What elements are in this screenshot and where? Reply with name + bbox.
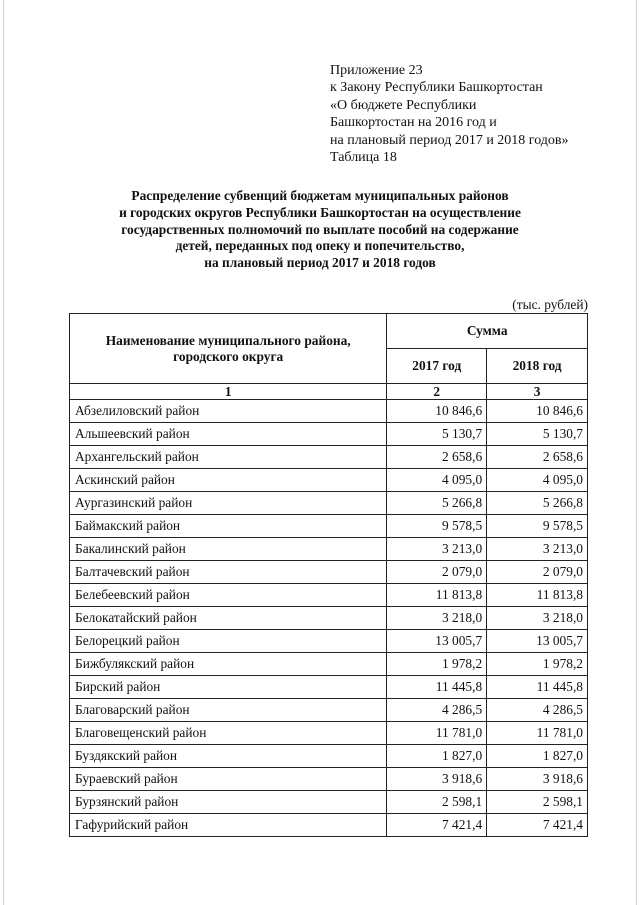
table-row xyxy=(70,469,588,492)
appendix-line: «О бюджете Республики xyxy=(330,97,477,113)
appendix-line: к Закону Республики Башкортостан xyxy=(330,80,543,96)
header-sum: Сумма xyxy=(387,314,588,349)
district-name: Бижбулякский район xyxy=(70,653,387,676)
value-2018: 11 781,0 xyxy=(487,722,588,745)
table-row xyxy=(70,791,588,814)
table-row xyxy=(70,676,588,699)
table-row xyxy=(70,768,588,791)
district-name: Бураевский район xyxy=(70,768,387,791)
title-line: государственных полномочий по выплате пособий на содержание xyxy=(121,221,519,237)
value-2018: 9 578,5 xyxy=(487,515,588,538)
table-row xyxy=(70,607,588,630)
value-2017: 11 445,8 xyxy=(387,676,487,699)
value-2018: 4 286,5 xyxy=(487,699,588,722)
table-row xyxy=(70,814,588,837)
table-row xyxy=(70,722,588,745)
value-2017: 11 781,0 xyxy=(387,722,487,745)
document-title xyxy=(80,188,560,272)
table-row xyxy=(70,653,588,676)
value-2018: 1 827,0 xyxy=(487,745,588,768)
column-number-1: 1 xyxy=(70,384,387,400)
page-edge-left xyxy=(3,0,4,905)
value-2017: 5 130,7 xyxy=(387,423,487,446)
value-2018: 1 978,2 xyxy=(487,653,588,676)
table-row xyxy=(70,446,588,469)
value-2018: 10 846,6 xyxy=(487,400,588,423)
appendix-line: Приложение 23 xyxy=(330,63,423,78)
header-name-line1: Наименование муниципального района, xyxy=(105,332,351,348)
value-2018: 11 813,8 xyxy=(487,584,588,607)
district-name: Абзелиловский район xyxy=(70,400,387,423)
district-name: Аургазинский район xyxy=(70,492,387,515)
district-name: Белорецкий район xyxy=(70,630,387,653)
district-name: Бирский район xyxy=(70,676,387,699)
value-2017: 11 813,8 xyxy=(387,584,487,607)
value-2018: 3 213,0 xyxy=(487,538,588,561)
value-2017: 3 213,0 xyxy=(387,538,487,561)
table-row xyxy=(70,538,588,561)
title-line: Распределение субвенций бюджетам муниципальных районов xyxy=(131,188,509,203)
value-2018: 3 918,6 xyxy=(487,768,588,791)
value-2017: 5 266,8 xyxy=(387,492,487,515)
value-2017: 7 421,4 xyxy=(387,814,487,837)
subsidy-table xyxy=(69,313,588,837)
value-2018: 13 005,7 xyxy=(487,630,588,653)
header-year-2018: 2018 год xyxy=(487,349,588,384)
value-2017: 9 578,5 xyxy=(387,515,487,538)
district-name: Благоварский район xyxy=(70,699,387,722)
district-name: Архангельский район xyxy=(70,446,387,469)
district-name: Благовещенский район xyxy=(70,722,387,745)
title-line: и городских округов Республики Башкортостан на осуществление xyxy=(119,204,521,220)
value-2018: 11 445,8 xyxy=(487,676,588,699)
table-row xyxy=(70,515,588,538)
district-name: Белокатайский район xyxy=(70,607,387,630)
district-name: Бурзянский район xyxy=(70,791,387,814)
value-2017: 4 286,5 xyxy=(387,699,487,722)
title-line: детей, переданных под опеку и попечительство, xyxy=(175,238,465,254)
appendix-line: Таблица 18 xyxy=(330,150,397,166)
value-2017: 2 598,1 xyxy=(387,791,487,814)
value-2017: 10 846,6 xyxy=(387,400,487,423)
district-name: Бакалинский район xyxy=(70,538,387,561)
title-line: на плановый период 2017 и 2018 годов xyxy=(204,255,436,271)
district-name: Белебеевский район xyxy=(70,584,387,607)
district-name: Баймакский район xyxy=(70,515,387,538)
value-2018: 2 079,0 xyxy=(487,561,588,584)
district-name: Гафурийский район xyxy=(70,814,387,837)
district-name: Балтачевский район xyxy=(70,561,387,584)
value-2017: 13 005,7 xyxy=(387,630,487,653)
table-row xyxy=(70,584,588,607)
table-row xyxy=(70,561,588,584)
value-2018: 2 598,1 xyxy=(487,791,588,814)
value-2018: 5 130,7 xyxy=(487,423,588,446)
page-edge-right xyxy=(636,0,637,905)
value-2017: 2 079,0 xyxy=(387,561,487,584)
district-name: Буздякский район xyxy=(70,745,387,768)
value-2018: 2 658,6 xyxy=(487,446,588,469)
table-row xyxy=(70,400,588,423)
value-2017: 3 218,0 xyxy=(387,607,487,630)
value-2017: 1 978,2 xyxy=(387,653,487,676)
district-name: Аскинский район xyxy=(70,469,387,492)
value-2018: 5 266,8 xyxy=(487,492,588,515)
table-row xyxy=(70,699,588,722)
table-row xyxy=(70,745,588,768)
table-row xyxy=(70,630,588,653)
value-2018: 4 095,0 xyxy=(487,469,588,492)
table-row xyxy=(70,423,588,446)
appendix-line: на плановый период 2017 и 2018 годов» xyxy=(330,132,569,148)
table-row xyxy=(70,492,588,515)
district-name: Альшеевский район xyxy=(70,423,387,446)
value-2018: 3 218,0 xyxy=(487,607,588,630)
value-2017: 2 658,6 xyxy=(387,446,487,469)
header-name-cell xyxy=(70,314,387,384)
value-2017: 1 827,0 xyxy=(387,745,487,768)
header-name-line2: городского округа xyxy=(173,348,284,364)
value-2018: 7 421,4 xyxy=(487,814,588,837)
appendix-line: Башкортостан на 2016 год и xyxy=(330,115,497,131)
units-label: (тыс. рублей) xyxy=(512,297,588,312)
column-number-2: 2 xyxy=(387,384,487,400)
value-2017: 3 918,6 xyxy=(387,768,487,791)
header-year-2017: 2017 год xyxy=(387,349,487,384)
column-number-3: 3 xyxy=(487,384,588,400)
appendix-block xyxy=(330,62,569,166)
value-2017: 4 095,0 xyxy=(387,469,487,492)
